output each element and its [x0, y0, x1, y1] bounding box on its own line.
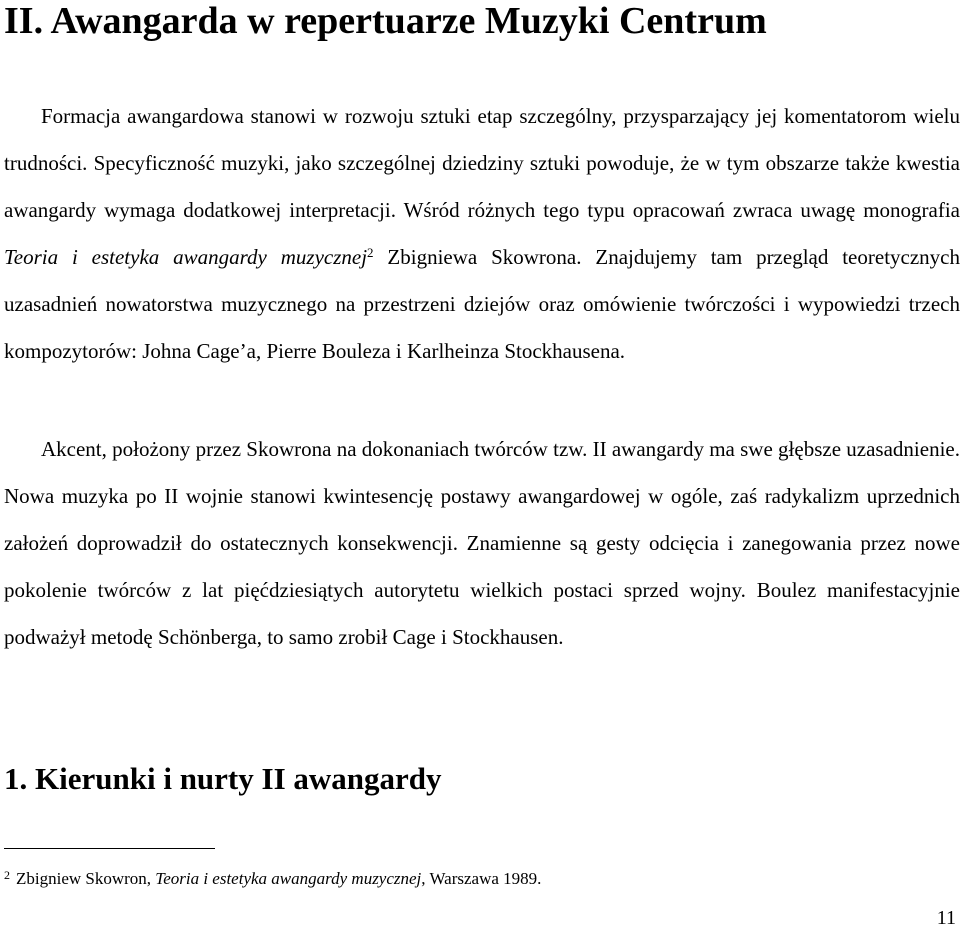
paragraph-text: Akcent, położony przez Skowrona na dokonaniach twórców tzw. II awangardy ma swe głębsze uzasadnienie. Nowa muzyka po II wojnie stanowi kwintesencję postawy awangardowej w ogóle, zaś radykalizm uprzednich założeń doprowadził do ostatecznych konsekwencji. Znamienne są gesty odcięcia i zanegowania przez nowe pokolenie twórców z lat pięćdziesiątych autorytetu wielkich postaci sprzed wojny. Boulez manifestacyjnie podważył metodę Schönberga, to samo zrobił Cage i Stockhausen.: [4, 437, 960, 649]
footnote-author: Zbigniew Skowron,: [16, 869, 156, 888]
footnote-publication: , Warszawa 1989.: [421, 869, 542, 888]
paragraph-text: Zbigniewa Skowrona. Znajdujemy tam przegląd teoretycznych uzasadnień nowatorstwa muzycznego na przestrzeni dziejów oraz omówienie twórczości i wypowiedzi trzech kompozytorów: Johna Cage’a, Pierre Bouleza i Karlheinza Stockhausena.: [4, 245, 960, 363]
paragraph-text: Formacja awangardowa stanowi w rozwoju sztuki etap szczególny, przysparzający jej komentatorom wielu trudności. Specyficzność muzyki, jako szczególnej dziedziny sztuki powoduje, że w tym obszarze także kwestia awangardy wymaga dodatkowej interpretacji. Wśród różnych tego typu opracowań zwraca uwagę monografia: [4, 104, 960, 222]
footnote-reference[interactable]: 2: [367, 245, 374, 260]
footnote-book-title: Teoria i estetyka awangardy muzycznej: [155, 869, 422, 888]
footnote: [4, 868, 541, 890]
chapter-title: II. Awangarda w repertuarze Muzyki Centrum: [4, 0, 767, 42]
section-heading: 1. Kierunki i nurty II awangardy: [4, 761, 442, 796]
footnote-separator: [4, 848, 215, 849]
footnote-number: 2: [4, 868, 10, 882]
page-number: 11: [936, 907, 956, 929]
body-paragraph: [4, 93, 960, 375]
book-title: Teoria i estetyka awangardy muzycznej: [4, 245, 368, 269]
body-paragraph: [4, 426, 960, 661]
